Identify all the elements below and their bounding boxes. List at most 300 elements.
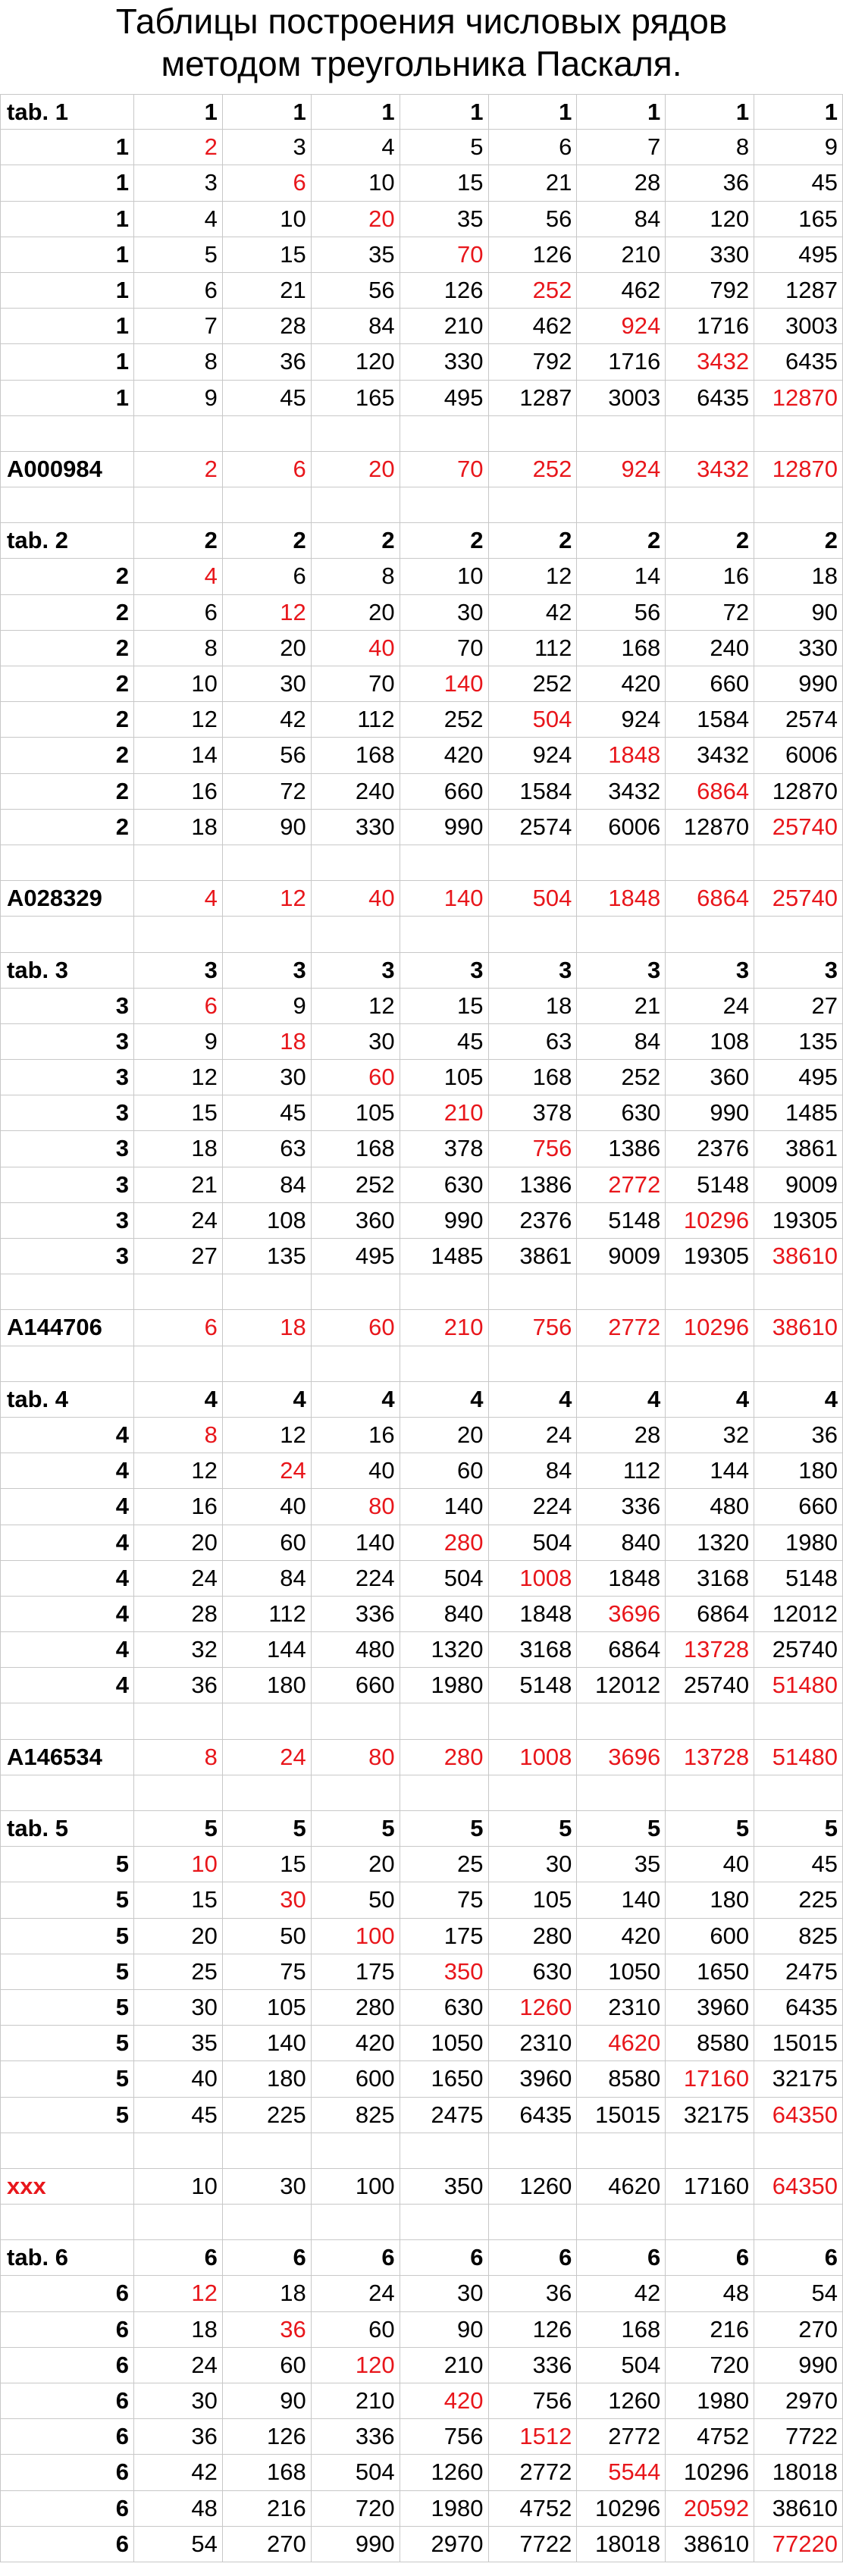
row-key-cell[interactable]: 3: [0, 1167, 134, 1202]
cell-empty[interactable]: [0, 1346, 134, 1381]
value-cell[interactable]: 336: [577, 1489, 666, 1524]
value-cell[interactable]: 6435: [754, 344, 843, 379]
sequence-cell[interactable]: 60: [312, 1310, 400, 1345]
value-cell[interactable]: 420: [577, 1919, 666, 1954]
row-key-cell[interactable]: 6: [0, 2455, 134, 2490]
value-cell[interactable]: 660: [754, 1489, 843, 1524]
cell-empty[interactable]: [577, 487, 666, 522]
sequence-id[interactable]: A144706: [0, 1310, 134, 1345]
cell-empty[interactable]: [489, 2205, 578, 2239]
value-cell[interactable]: 630: [400, 1990, 489, 2025]
value-cell[interactable]: 480: [312, 1632, 400, 1667]
sequence-cell[interactable]: 24: [223, 1740, 312, 1775]
diagonal-cell[interactable]: 2772: [577, 1167, 666, 1202]
value-cell[interactable]: 1260: [577, 2383, 666, 2418]
cell-empty[interactable]: [312, 416, 400, 451]
value-cell[interactable]: 5148: [489, 1668, 578, 1703]
value-cell[interactable]: 168: [489, 1060, 578, 1095]
sequence-id[interactable]: A028329: [0, 881, 134, 916]
value-cell[interactable]: 3960: [489, 2061, 578, 2096]
value-cell[interactable]: 16: [312, 1418, 400, 1453]
value-cell[interactable]: 30: [134, 1990, 223, 2025]
row-key-cell[interactable]: 5: [0, 1954, 134, 1989]
value-cell[interactable]: 135: [223, 1239, 312, 1274]
cell-empty[interactable]: [312, 1775, 400, 1810]
sequence-cell[interactable]: 280: [400, 1740, 489, 1775]
value-cell[interactable]: 21: [489, 165, 578, 200]
value-cell[interactable]: 210: [577, 237, 666, 272]
value-cell[interactable]: 10296: [666, 2455, 754, 2490]
sequence-cell[interactable]: 252: [489, 452, 578, 487]
sequence-cell[interactable]: 140: [400, 881, 489, 916]
value-cell[interactable]: 27: [754, 989, 843, 1023]
value-cell[interactable]: 2574: [489, 810, 578, 845]
value-cell[interactable]: 168: [312, 1131, 400, 1166]
header-cell[interactable]: 1: [577, 95, 666, 129]
value-cell[interactable]: 120: [666, 202, 754, 237]
value-cell[interactable]: 6006: [754, 738, 843, 772]
value-cell[interactable]: 1485: [400, 1239, 489, 1274]
value-cell[interactable]: 225: [223, 2098, 312, 2133]
sequence-cell[interactable]: 756: [489, 1310, 578, 1345]
cell-empty[interactable]: [312, 1346, 400, 1381]
row-key-cell[interactable]: 1: [0, 165, 134, 200]
cell-empty[interactable]: [400, 917, 489, 951]
sequence-cell[interactable]: 1260: [489, 2169, 578, 2204]
value-cell[interactable]: 75: [400, 1882, 489, 1917]
value-cell[interactable]: 175: [312, 1954, 400, 1989]
cell-empty[interactable]: [223, 2133, 312, 2168]
value-cell[interactable]: 792: [489, 344, 578, 379]
sequence-cell[interactable]: 3696: [577, 1740, 666, 1775]
value-cell[interactable]: 38610: [666, 2527, 754, 2562]
sequence-cell[interactable]: 51480: [754, 1740, 843, 1775]
value-cell[interactable]: 15: [134, 1095, 223, 1130]
cell-empty[interactable]: [134, 917, 223, 951]
value-cell[interactable]: 1320: [400, 1632, 489, 1667]
value-cell[interactable]: 3003: [754, 309, 843, 343]
value-cell[interactable]: 1320: [666, 1525, 754, 1560]
value-cell[interactable]: 630: [400, 1167, 489, 1202]
row-key-cell[interactable]: 1: [0, 237, 134, 272]
cell-empty[interactable]: [0, 845, 134, 880]
header-cell[interactable]: 3: [666, 953, 754, 988]
value-cell[interactable]: 2310: [489, 2026, 578, 2060]
value-cell[interactable]: 5148: [754, 1561, 843, 1596]
value-cell[interactable]: 1584: [666, 702, 754, 737]
table-label[interactable]: tab. 5: [0, 1811, 134, 1846]
value-cell[interactable]: 32: [134, 1632, 223, 1667]
value-cell[interactable]: 6864: [666, 1597, 754, 1631]
row-key-cell[interactable]: 4: [0, 1561, 134, 1596]
diagonal-cell[interactable]: 2: [134, 130, 223, 165]
value-cell[interactable]: 2970: [400, 2527, 489, 2562]
value-cell[interactable]: 600: [312, 2061, 400, 2096]
value-cell[interactable]: 8580: [577, 2061, 666, 2096]
value-cell[interactable]: 84: [223, 1167, 312, 1202]
value-cell[interactable]: 5148: [666, 1167, 754, 1202]
diagonal-cell[interactable]: 120: [312, 2348, 400, 2383]
row-key-cell[interactable]: 6: [0, 2383, 134, 2418]
value-cell[interactable]: 14: [577, 559, 666, 594]
value-cell[interactable]: 420: [577, 666, 666, 701]
value-cell[interactable]: 36: [754, 1418, 843, 1453]
cell-empty[interactable]: [0, 1274, 134, 1309]
value-cell[interactable]: 14: [134, 738, 223, 772]
row-key-cell[interactable]: 6: [0, 2491, 134, 2526]
value-cell[interactable]: 108: [223, 1203, 312, 1238]
value-cell[interactable]: 420: [312, 2026, 400, 2060]
value-cell[interactable]: 252: [577, 1060, 666, 1095]
diagonal-cell[interactable]: 924: [577, 309, 666, 343]
header-cell[interactable]: 5: [754, 1811, 843, 1846]
value-cell[interactable]: 180: [754, 1453, 843, 1488]
cell-empty[interactable]: [666, 1346, 754, 1381]
diagonal-cell[interactable]: 10: [134, 1847, 223, 1882]
diagonal-cell[interactable]: 20: [312, 202, 400, 237]
value-cell[interactable]: 8: [134, 344, 223, 379]
value-cell[interactable]: 16: [134, 1489, 223, 1524]
cell-empty[interactable]: [312, 917, 400, 951]
value-cell[interactable]: 27: [134, 1239, 223, 1274]
value-cell[interactable]: 35: [577, 1847, 666, 1882]
diagonal-cell[interactable]: 1260: [489, 1990, 578, 2025]
diagonal-cell[interactable]: 77220: [754, 2527, 843, 2562]
header-cell[interactable]: 1: [400, 95, 489, 129]
cell-empty[interactable]: [312, 2205, 400, 2239]
value-cell[interactable]: 19305: [754, 1203, 843, 1238]
row-key-cell[interactable]: 6: [0, 2527, 134, 2562]
sequence-cell[interactable]: 924: [577, 452, 666, 487]
value-cell[interactable]: 25: [400, 1847, 489, 1882]
table-label[interactable]: tab. 6: [0, 2240, 134, 2275]
cell-empty[interactable]: [400, 1775, 489, 1810]
value-cell[interactable]: 63: [489, 1024, 578, 1059]
value-cell[interactable]: 9009: [754, 1167, 843, 1202]
value-cell[interactable]: 28: [577, 1418, 666, 1453]
value-cell[interactable]: 660: [666, 666, 754, 701]
value-cell[interactable]: 60: [223, 1525, 312, 1560]
value-cell[interactable]: 630: [577, 1095, 666, 1130]
value-cell[interactable]: 140: [577, 1882, 666, 1917]
cell-empty[interactable]: [134, 1274, 223, 1309]
row-key-cell[interactable]: 6: [0, 2276, 134, 2311]
value-cell[interactable]: 54: [134, 2527, 223, 2562]
value-cell[interactable]: 9: [134, 381, 223, 415]
diagonal-cell[interactable]: 6: [134, 989, 223, 1023]
value-cell[interactable]: 15: [223, 237, 312, 272]
header-cell[interactable]: 4: [489, 1382, 578, 1417]
value-cell[interactable]: 240: [666, 631, 754, 666]
value-cell[interactable]: 840: [577, 1525, 666, 1560]
value-cell[interactable]: 84: [577, 1024, 666, 1059]
value-cell[interactable]: 840: [400, 1597, 489, 1631]
cell-empty[interactable]: [134, 845, 223, 880]
value-cell[interactable]: 1980: [666, 2383, 754, 2418]
diagonal-cell[interactable]: 6864: [666, 774, 754, 809]
cell-empty[interactable]: [0, 1703, 134, 1738]
sequence-cell[interactable]: 64350: [754, 2169, 843, 2204]
header-cell[interactable]: 3: [400, 953, 489, 988]
value-cell[interactable]: 3: [134, 165, 223, 200]
value-cell[interactable]: 336: [489, 2348, 578, 2383]
header-cell[interactable]: 2: [223, 523, 312, 558]
row-key-cell[interactable]: 6: [0, 2419, 134, 2454]
value-cell[interactable]: 990: [754, 666, 843, 701]
cell-empty[interactable]: [223, 917, 312, 951]
value-cell[interactable]: 2376: [489, 1203, 578, 1238]
value-cell[interactable]: 6: [134, 595, 223, 630]
value-cell[interactable]: 336: [312, 2419, 400, 2454]
cell-empty[interactable]: [489, 416, 578, 451]
row-key-cell[interactable]: 1: [0, 344, 134, 379]
value-cell[interactable]: 1260: [400, 2455, 489, 2490]
value-cell[interactable]: 3861: [489, 1239, 578, 1274]
row-key-cell[interactable]: 4: [0, 1668, 134, 1703]
cell-empty[interactable]: [489, 1775, 578, 1810]
cell-empty[interactable]: [577, 416, 666, 451]
value-cell[interactable]: 18: [134, 2312, 223, 2347]
value-cell[interactable]: 495: [400, 381, 489, 415]
header-cell[interactable]: 4: [577, 1382, 666, 1417]
value-cell[interactable]: 25740: [666, 1668, 754, 1703]
header-cell[interactable]: 5: [489, 1811, 578, 1846]
sequence-cell[interactable]: 6864: [666, 881, 754, 916]
value-cell[interactable]: 20: [400, 1418, 489, 1453]
row-key-cell[interactable]: 2: [0, 631, 134, 666]
cell-empty[interactable]: [754, 416, 843, 451]
diagonal-cell[interactable]: 3696: [577, 1597, 666, 1631]
header-cell[interactable]: 4: [312, 1382, 400, 1417]
value-cell[interactable]: 495: [312, 1239, 400, 1274]
cell-empty[interactable]: [134, 416, 223, 451]
value-cell[interactable]: 30: [400, 595, 489, 630]
value-cell[interactable]: 990: [400, 1203, 489, 1238]
sequence-id[interactable]: A000984: [0, 452, 134, 487]
diagonal-cell[interactable]: 504: [489, 702, 578, 737]
value-cell[interactable]: 9: [134, 1024, 223, 1059]
value-cell[interactable]: 3168: [489, 1632, 578, 1667]
header-cell[interactable]: 2: [666, 523, 754, 558]
cell-empty[interactable]: [223, 416, 312, 451]
cell-empty[interactable]: [489, 2133, 578, 2168]
diagonal-cell[interactable]: 12: [223, 595, 312, 630]
value-cell[interactable]: 30: [400, 2276, 489, 2311]
value-cell[interactable]: 224: [312, 1561, 400, 1596]
diagonal-cell[interactable]: 17160: [666, 2061, 754, 2096]
value-cell[interactable]: 140: [223, 2026, 312, 2060]
row-key-cell[interactable]: 1: [0, 309, 134, 343]
value-cell[interactable]: 21: [577, 989, 666, 1023]
value-cell[interactable]: 25740: [754, 1632, 843, 1667]
value-cell[interactable]: 45: [134, 2098, 223, 2133]
header-cell[interactable]: 6: [666, 2240, 754, 2275]
diagonal-cell[interactable]: 100: [312, 1919, 400, 1954]
cell-empty[interactable]: [0, 2205, 134, 2239]
value-cell[interactable]: 140: [400, 1489, 489, 1524]
cell-empty[interactable]: [223, 487, 312, 522]
value-cell[interactable]: 3861: [754, 1131, 843, 1166]
header-cell[interactable]: 3: [754, 953, 843, 988]
cell-empty[interactable]: [666, 917, 754, 951]
diagonal-cell[interactable]: 12870: [754, 381, 843, 415]
value-cell[interactable]: 216: [223, 2491, 312, 2526]
value-cell[interactable]: 12: [134, 1060, 223, 1095]
cell-empty[interactable]: [312, 1274, 400, 1309]
value-cell[interactable]: 18018: [754, 2455, 843, 2490]
cell-empty[interactable]: [134, 1346, 223, 1381]
value-cell[interactable]: 252: [400, 702, 489, 737]
value-cell[interactable]: 18: [489, 989, 578, 1023]
value-cell[interactable]: 165: [312, 381, 400, 415]
sequence-cell[interactable]: 6: [134, 1310, 223, 1345]
value-cell[interactable]: 1716: [577, 344, 666, 379]
value-cell[interactable]: 70: [312, 666, 400, 701]
header-cell[interactable]: 3: [223, 953, 312, 988]
sequence-cell[interactable]: 25740: [754, 881, 843, 916]
value-cell[interactable]: 40: [312, 1453, 400, 1488]
value-cell[interactable]: 63: [223, 1131, 312, 1166]
diagonal-cell[interactable]: 60: [312, 1060, 400, 1095]
value-cell[interactable]: 216: [666, 2312, 754, 2347]
value-cell[interactable]: 56: [577, 595, 666, 630]
sequence-cell[interactable]: 13728: [666, 1740, 754, 1775]
value-cell[interactable]: 126: [223, 2419, 312, 2454]
value-cell[interactable]: 3432: [666, 738, 754, 772]
value-cell[interactable]: 168: [223, 2455, 312, 2490]
value-cell[interactable]: 495: [754, 1060, 843, 1095]
value-cell[interactable]: 240: [312, 774, 400, 809]
value-cell[interactable]: 30: [223, 666, 312, 701]
value-cell[interactable]: 50: [223, 1919, 312, 1954]
value-cell[interactable]: 2970: [754, 2383, 843, 2418]
header-cell[interactable]: 3: [489, 953, 578, 988]
value-cell[interactable]: 6435: [666, 381, 754, 415]
value-cell[interactable]: 112: [312, 702, 400, 737]
value-cell[interactable]: 70: [400, 631, 489, 666]
row-key-cell[interactable]: 1: [0, 273, 134, 308]
sequence-cell[interactable]: 12: [223, 881, 312, 916]
value-cell[interactable]: 10: [223, 202, 312, 237]
header-cell[interactable]: 4: [223, 1382, 312, 1417]
row-key-cell[interactable]: 4: [0, 1453, 134, 1488]
value-cell[interactable]: 2772: [489, 2455, 578, 2490]
cell-empty[interactable]: [134, 2133, 223, 2168]
value-cell[interactable]: 462: [489, 309, 578, 343]
sequence-cell[interactable]: 18: [223, 1310, 312, 1345]
cell-empty[interactable]: [754, 845, 843, 880]
value-cell[interactable]: 42: [489, 595, 578, 630]
value-cell[interactable]: 168: [577, 631, 666, 666]
value-cell[interactable]: 36: [134, 2419, 223, 2454]
value-cell[interactable]: 7722: [754, 2419, 843, 2454]
diagonal-cell[interactable]: 24: [223, 1453, 312, 1488]
value-cell[interactable]: 330: [400, 344, 489, 379]
diagonal-cell[interactable]: 6: [223, 165, 312, 200]
value-cell[interactable]: 990: [754, 2348, 843, 2383]
row-key-cell[interactable]: 5: [0, 1882, 134, 1917]
value-cell[interactable]: 2310: [577, 1990, 666, 2025]
value-cell[interactable]: 504: [312, 2455, 400, 2490]
row-key-cell[interactable]: 1: [0, 202, 134, 237]
value-cell[interactable]: 7: [577, 130, 666, 165]
value-cell[interactable]: 9: [754, 130, 843, 165]
cell-empty[interactable]: [666, 487, 754, 522]
value-cell[interactable]: 36: [489, 2276, 578, 2311]
header-cell[interactable]: 5: [577, 1811, 666, 1846]
header-cell[interactable]: 4: [754, 1382, 843, 1417]
sequence-cell[interactable]: 4: [134, 881, 223, 916]
value-cell[interactable]: 15: [400, 165, 489, 200]
value-cell[interactable]: 84: [489, 1453, 578, 1488]
value-cell[interactable]: 45: [223, 1095, 312, 1130]
cell-empty[interactable]: [223, 1346, 312, 1381]
value-cell[interactable]: 45: [400, 1024, 489, 1059]
header-cell[interactable]: 1: [134, 95, 223, 129]
cell-empty[interactable]: [489, 487, 578, 522]
value-cell[interactable]: 105: [489, 1882, 578, 1917]
value-cell[interactable]: 105: [400, 1060, 489, 1095]
value-cell[interactable]: 280: [312, 1990, 400, 2025]
cell-empty[interactable]: [666, 845, 754, 880]
value-cell[interactable]: 56: [312, 273, 400, 308]
value-cell[interactable]: 1386: [577, 1131, 666, 1166]
value-cell[interactable]: 660: [400, 774, 489, 809]
value-cell[interactable]: 24: [134, 2348, 223, 2383]
value-cell[interactable]: 25: [134, 1954, 223, 1989]
value-cell[interactable]: 1980: [400, 1668, 489, 1703]
value-cell[interactable]: 12: [134, 1453, 223, 1488]
cell-empty[interactable]: [400, 416, 489, 451]
row-key-cell[interactable]: 2: [0, 774, 134, 809]
value-cell[interactable]: 84: [577, 202, 666, 237]
value-cell[interactable]: 36: [134, 1668, 223, 1703]
value-cell[interactable]: 20: [312, 595, 400, 630]
sequence-cell[interactable]: 12870: [754, 452, 843, 487]
header-cell[interactable]: 4: [134, 1382, 223, 1417]
sequence-cell[interactable]: 20: [312, 452, 400, 487]
value-cell[interactable]: 32175: [754, 2061, 843, 2096]
cell-empty[interactable]: [754, 917, 843, 951]
value-cell[interactable]: 225: [754, 1882, 843, 1917]
value-cell[interactable]: 30: [134, 2383, 223, 2418]
header-cell[interactable]: 3: [134, 953, 223, 988]
cell-empty[interactable]: [0, 1775, 134, 1810]
value-cell[interactable]: 3003: [577, 381, 666, 415]
value-cell[interactable]: 9: [223, 989, 312, 1023]
value-cell[interactable]: 56: [489, 202, 578, 237]
value-cell[interactable]: 504: [577, 2348, 666, 2383]
diagonal-cell[interactable]: 1512: [489, 2419, 578, 2454]
value-cell[interactable]: 56: [223, 738, 312, 772]
cell-empty[interactable]: [223, 1274, 312, 1309]
value-cell[interactable]: 75: [223, 1954, 312, 1989]
value-cell[interactable]: 660: [312, 1668, 400, 1703]
cell-empty[interactable]: [754, 1346, 843, 1381]
value-cell[interactable]: 252: [489, 666, 578, 701]
cell-empty[interactable]: [134, 2205, 223, 2239]
value-cell[interactable]: 84: [223, 1561, 312, 1596]
row-key-cell[interactable]: 5: [0, 1847, 134, 1882]
value-cell[interactable]: 630: [489, 1954, 578, 1989]
value-cell[interactable]: 20: [134, 1919, 223, 1954]
value-cell[interactable]: 105: [223, 1990, 312, 2025]
diagonal-cell[interactable]: 140: [400, 666, 489, 701]
value-cell[interactable]: 378: [489, 1095, 578, 1130]
row-key-cell[interactable]: 4: [0, 1597, 134, 1631]
cell-empty[interactable]: [400, 2133, 489, 2168]
header-cell[interactable]: 6: [223, 2240, 312, 2275]
